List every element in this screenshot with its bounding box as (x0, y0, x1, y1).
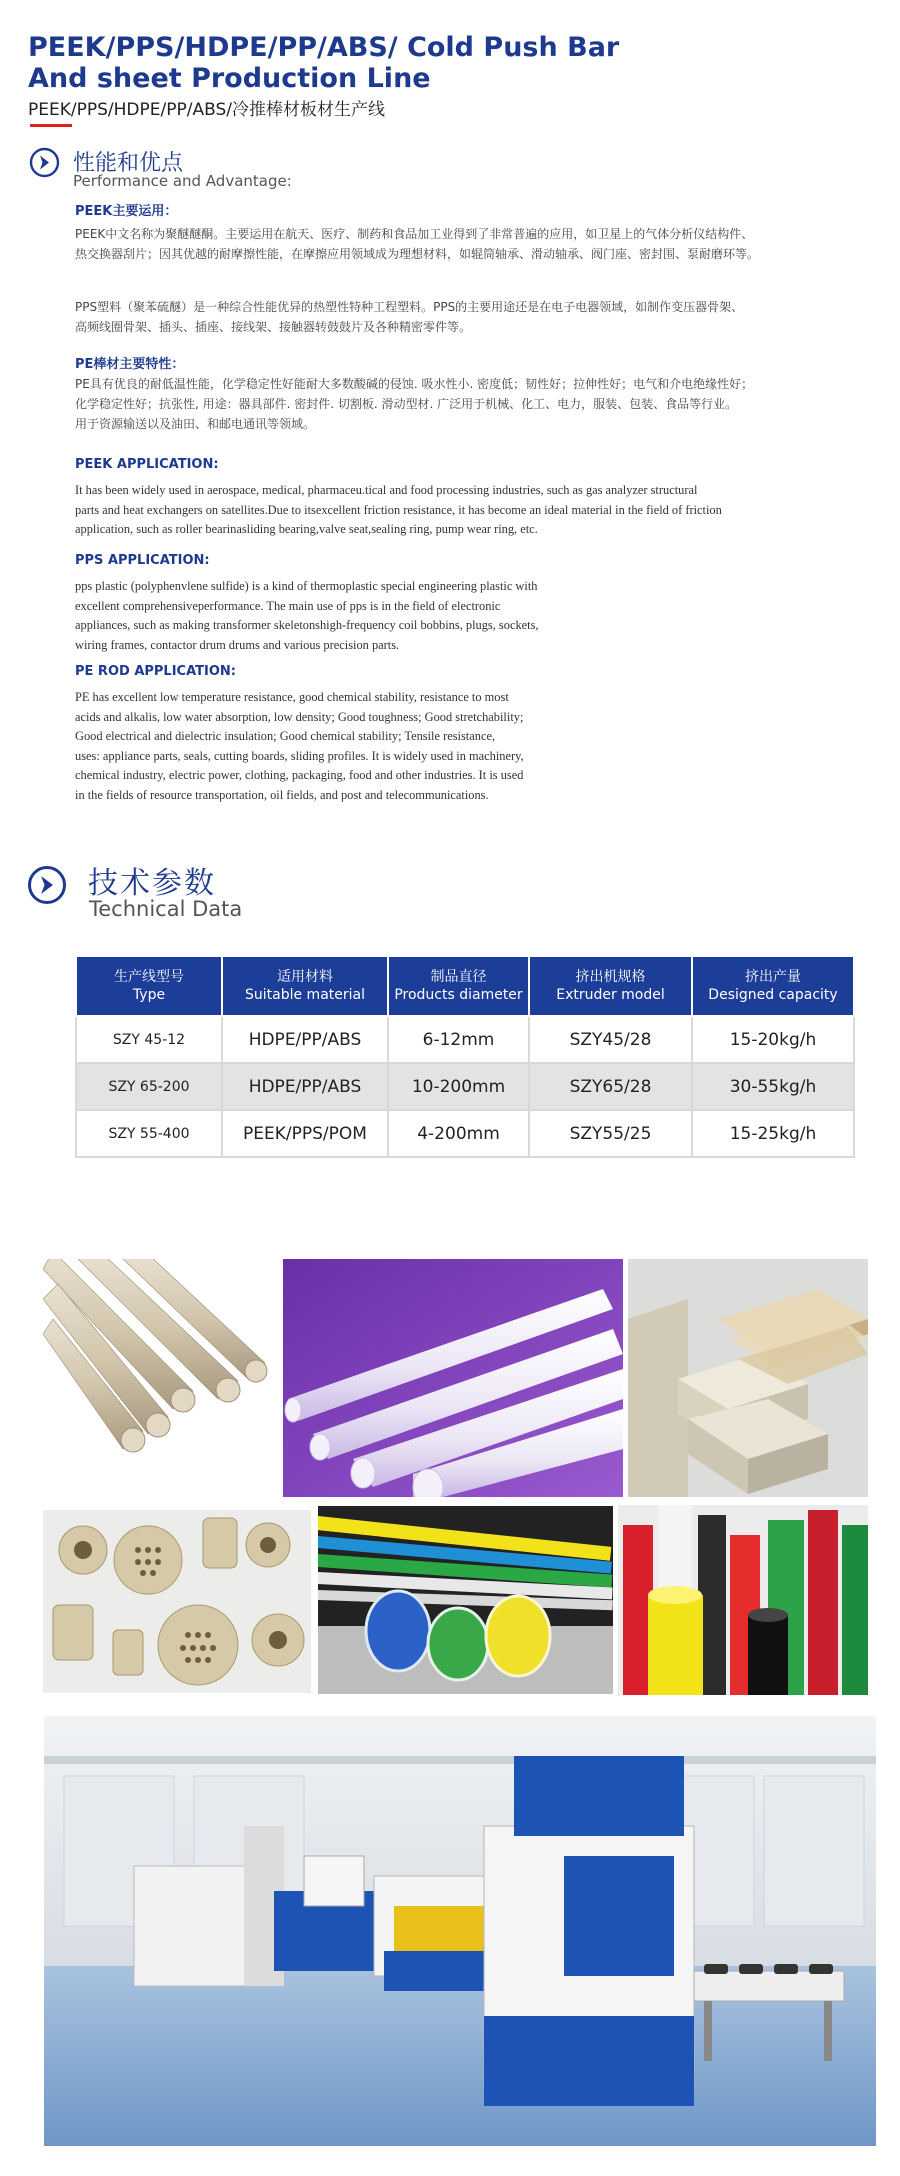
table-cell: SZY 65-200 (76, 1063, 222, 1110)
section-title-performance-cn: 性能和优点 (73, 151, 184, 176)
chevron-circle-icon (27, 865, 67, 905)
text-line: 化学稳定性好；抗张性, 用途：器具部件. 密封件. 切割板. 滑动型材. 广泛用于机械、化工、电力，服装、包装、食品等行业。 (75, 397, 738, 411)
technical-data-table (75, 955, 855, 1158)
pps-usage-text (75, 297, 743, 337)
chevron-circle-icon (29, 147, 60, 178)
text-line: PE具有优良的耐低温性能，化学稳定性好能耐大多数酸碱的侵蚀. 吸水性小. 密度低；韧性好；拉伸性好；电气和介电绝缘性好； (75, 377, 754, 391)
pe-application-text (75, 688, 524, 805)
section-title-technical-cn: 技术参数 (88, 866, 216, 901)
column-header-cn: 挤出产量 (745, 969, 801, 985)
column-header-en: Designed capacity (708, 987, 838, 1003)
text-line: uses: appliance parts, seals, cutting boards, sliding profiles. It is widely used in machinery, (75, 748, 524, 763)
table-row (76, 1063, 854, 1110)
column-header (388, 956, 529, 1016)
column-header-en: Products diameter (394, 987, 523, 1003)
text-line: in the fields of resource transportation, oil fields, and post and telecommunications. (75, 787, 489, 802)
table-cell: 4-200mm (388, 1110, 529, 1157)
table-cell: 10-200mm (388, 1063, 529, 1110)
text-line: 高频线圈骨架、插头、插座、接线架、接触器转鼓鼓片及各种精密零件等。 (75, 320, 472, 334)
text-line: PE has excellent low temperature resistance, good chemical stability, resistance to most (75, 690, 509, 704)
page-title (28, 32, 668, 94)
table-cell: PEEK/PPS/POM (222, 1110, 388, 1157)
pps-application-heading: PPS APPLICATION: (75, 553, 210, 568)
page-subtitle-cn: PEEK/PPS/HDPE/PP/ABS/冷推棒材板材生产线 (28, 100, 385, 120)
text-line: application, such as roller bearinasliding bearing,valve seat,sealing ring, pump wear ring, etc. (75, 522, 538, 536)
peek-usage-heading: PEEK主要运用： (75, 204, 178, 219)
peek-parts-photo (43, 1510, 311, 1693)
column-header-en: Suitable material (245, 987, 365, 1003)
peek-application-text (75, 481, 722, 540)
text-line: excellent comprehensiveperformance. The main use of pps is in the field of electronic (75, 598, 501, 613)
table-cell: SZY55/25 (529, 1110, 692, 1157)
column-header (692, 956, 854, 1016)
text-line: 热交换器刮片；因其优越的耐摩擦性能，在摩擦应用领域成为理想材料，如辊筒轴承、滑动轴承、阀门座、密封围、泵耐磨环等。 (75, 247, 760, 261)
production-line-photo (44, 1716, 876, 2146)
peek-application-heading: PEEK APPLICATION: (75, 457, 219, 472)
table-header-row (76, 956, 854, 1016)
column-header (76, 956, 222, 1016)
text-line: pps plastic (polyphenvlene sulfide) is a kind of thermoplastic special engineering plastic with (75, 579, 538, 593)
column-header-cn: 挤出机规格 (575, 969, 646, 985)
title-underline (30, 124, 72, 127)
column-header (529, 956, 692, 1016)
title-line-1: PEEK/PPS/HDPE/PP/ABS/ Cold Push Bar (28, 32, 620, 63)
text-line: parts and heat exchangers on satellites.Due to itsexcellent friction resistance, it has become an ideal material in the field of friction (75, 502, 722, 517)
table-cell: SZY 45-12 (76, 1016, 222, 1063)
text-line: It has been widely used in aerospace, medical, pharmaceu.tical and food processing industries, such as gas analyzer structural (75, 483, 698, 497)
pe-features-heading: PE棒材主要特性： (75, 357, 185, 372)
column-header-en: Type (132, 987, 166, 1003)
peek-rods-photo (43, 1259, 279, 1481)
text-line: PPS塑料（聚苯硫醚）是一种综合性能优异的热塑性特种工程塑料。PPS的主要用途还是在电子电器领域，如制作变压器骨架、 (75, 300, 744, 314)
peek-usage-text (75, 224, 759, 264)
white-rods-photo (283, 1259, 623, 1497)
text-line: Good electrical and dielectric insulation; Good chemical stability; Tensile resistance, (75, 729, 496, 743)
plastic-sheets-photo (628, 1259, 868, 1497)
text-line: acids and alkalis, low water absorption, low density; Good toughness; Good stretchability; (75, 709, 524, 724)
table-cell: 6-12mm (388, 1016, 529, 1063)
table-cell: 15-25kg/h (692, 1110, 854, 1157)
pps-application-text (75, 577, 539, 655)
large-colored-rods-photo (618, 1505, 868, 1695)
table-cell: HDPE/PP/ABS (222, 1063, 388, 1110)
table-row (76, 1016, 854, 1063)
text-line: chemical industry, electric power, clothing, packaging, food and other industries. It is used (75, 768, 524, 782)
table-row (76, 1110, 854, 1157)
column-header-cn: 生产线型号 (114, 969, 184, 985)
table-cell: HDPE/PP/ABS (222, 1016, 388, 1063)
table-cell: 30-55kg/h (692, 1063, 854, 1110)
column-header-cn: 制品直径 (430, 969, 487, 985)
table-cell: SZY65/28 (529, 1063, 692, 1110)
column-header-en: Extruder model (556, 987, 665, 1003)
pe-features-text (75, 374, 753, 434)
colored-rods-granules-photo (318, 1506, 613, 1694)
table-cell: SZY45/28 (529, 1016, 692, 1063)
text-line: 用于资源输送以及油田、和邮电通讯等领域。 (75, 417, 316, 431)
pe-application-heading: PE ROD APPLICATION: (75, 664, 236, 679)
table-cell: SZY 55-400 (76, 1110, 222, 1157)
title-line-2: And sheet Production Line (28, 63, 431, 94)
table-cell: 15-20kg/h (692, 1016, 854, 1063)
column-header (222, 956, 388, 1016)
text-line: appliances, such as making transformer skeletonshigh-frequency coil bobbins, plugs, sockets, (75, 618, 539, 632)
text-line: wiring frames, contactor drum drums and various precision parts. (75, 637, 400, 652)
section-title-performance-en: Performance and Advantage: (73, 172, 292, 190)
section-title-technical-en: Technical Data (89, 897, 243, 921)
column-header-cn: 适用材料 (277, 969, 333, 985)
text-line: PEEK中文名称为聚醚醚酮。主要运用在航天、医疗、制药和食品加工业得到了非常普遍的应用，如卫星上的气体分析仪结构件、 (75, 227, 754, 241)
